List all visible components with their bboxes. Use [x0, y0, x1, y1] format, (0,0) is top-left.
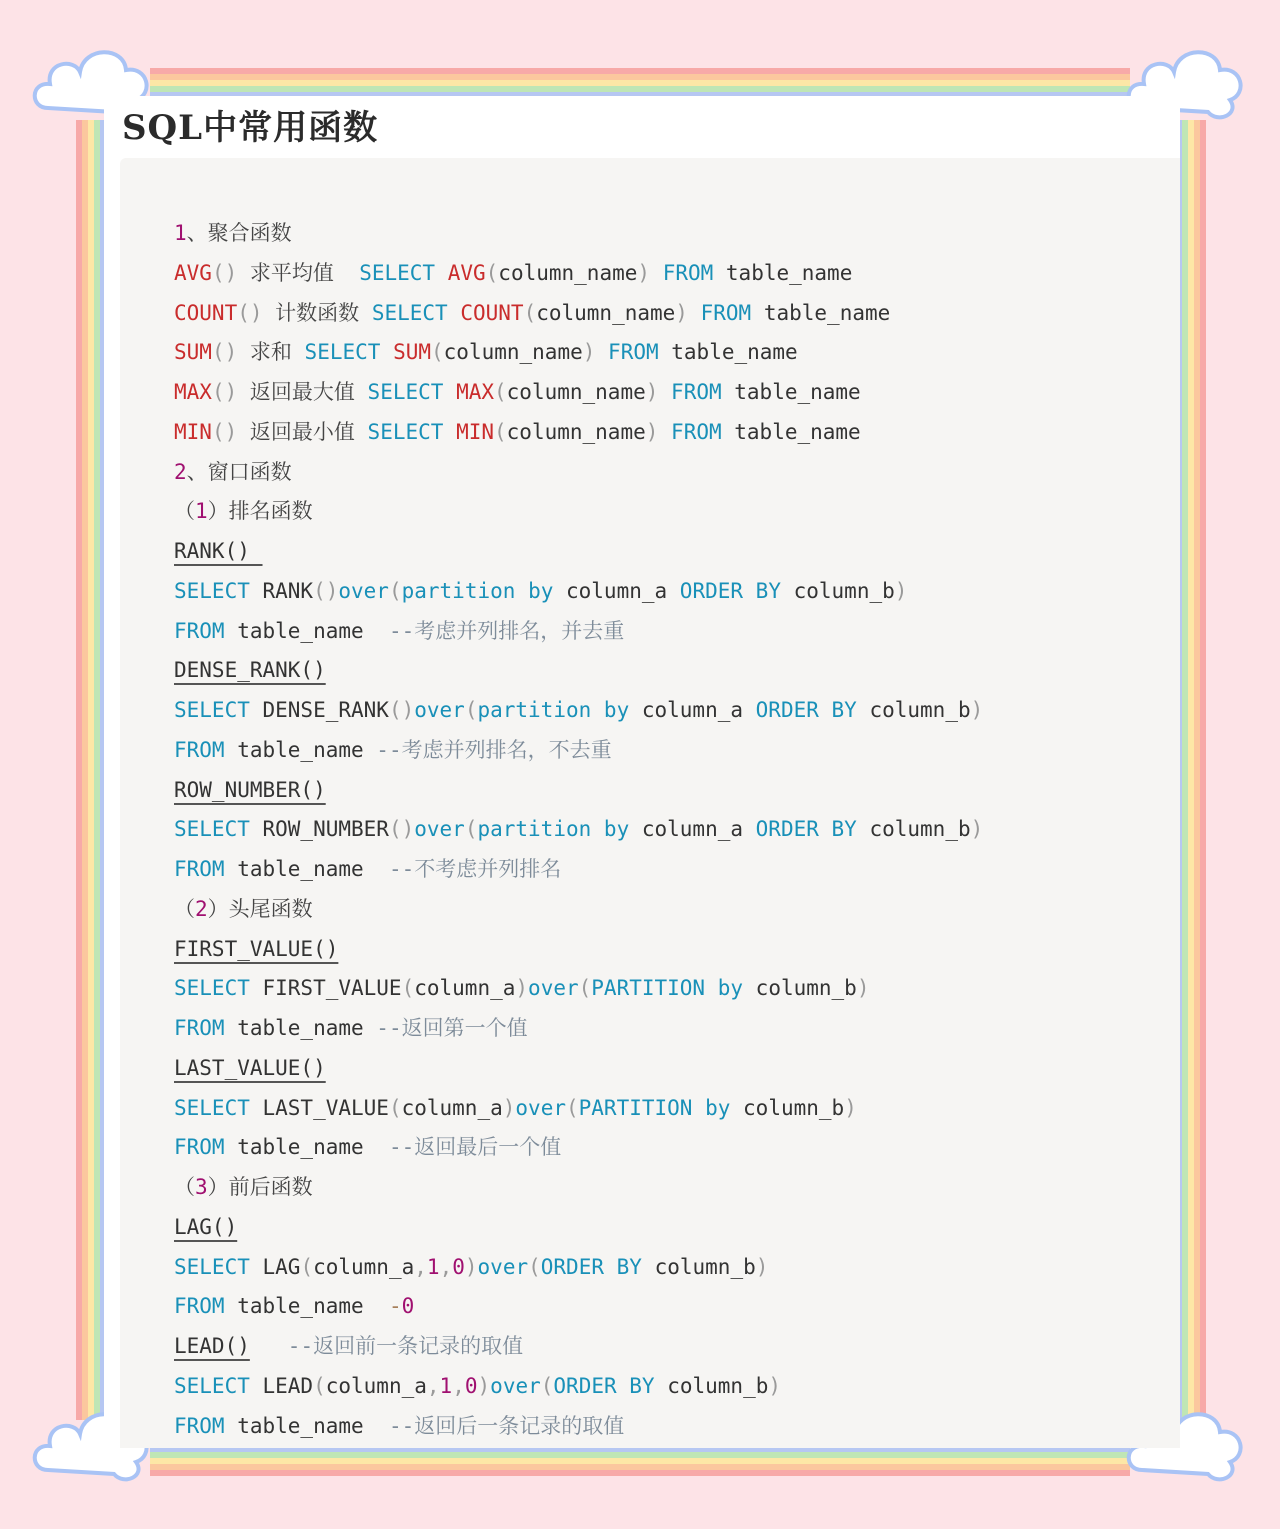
section-number: 2: [174, 459, 187, 484]
keyword: by: [717, 976, 744, 1001]
function-signature: RANK(): [174, 539, 263, 563]
punctuation: ): [477, 1373, 491, 1398]
keyword: FROM: [174, 618, 225, 643]
keyword: SELECT: [367, 380, 444, 404]
keyword: PARTITION: [591, 976, 706, 1001]
punctuation: (: [388, 1095, 402, 1120]
function-name: MIN: [456, 419, 494, 444]
punctuation: (: [401, 976, 415, 1001]
code-line: SELECT LEAD(column_a,1,0)over(ORDER BY column_b): [174, 1373, 782, 1398]
keyword: FROM: [174, 1016, 225, 1040]
punctuation: ): [645, 380, 659, 404]
punctuation: (: [388, 578, 402, 603]
code-line: SELECT DENSE_RANK()over(partition by column_a ORDER BY column_b): [174, 698, 984, 722]
code-line: [174, 492, 983, 532]
function-signature: LAST_VALUE(): [174, 1055, 326, 1080]
keyword: SELECT: [174, 1373, 250, 1398]
keyword: SELECT: [174, 976, 250, 1001]
keyword: ORDER: [540, 1254, 604, 1279]
number: 0: [401, 1294, 415, 1319]
subsection-heading: ）排名函数: [207, 499, 313, 524]
code-line: FROM table_name --返回最后一个值: [174, 1135, 562, 1160]
keyword: over: [414, 698, 465, 722]
code-line: SELECT ROW_NUMBER()over(partition by column_a ORDER BY column_b): [174, 817, 984, 842]
code-line: SELECT FIRST_VALUE(column_a)over(PARTITION by column_b): [174, 976, 870, 1001]
punctuation: ,: [426, 1373, 440, 1398]
keyword: by: [603, 817, 630, 842]
keyword: over: [414, 817, 465, 842]
function-name: COUNT: [174, 300, 238, 325]
code-line: FROM table_name --返回第一个值: [174, 1016, 528, 1040]
function-name: AVG: [447, 260, 486, 285]
function-name: MAX: [174, 380, 212, 404]
code-comment: --考虑并列排名，并去重: [388, 618, 625, 643]
code-comment: --返回第一个值: [376, 1016, 528, 1040]
section-heading: 、窗口函数: [186, 459, 292, 484]
keyword: SELECT: [367, 419, 444, 444]
punctuation: (): [313, 578, 339, 603]
punctuation: ): [582, 340, 596, 365]
code-line: SELECT LAST_VALUE(column_a)over(PARTITION by column_b): [174, 1095, 857, 1120]
punctuation: (: [431, 340, 444, 365]
punctuation: ): [637, 260, 651, 285]
function-signature: LEAD(): [174, 1334, 250, 1358]
punctuation: ): [856, 976, 870, 1001]
rainbow-border-right: [1178, 120, 1206, 1420]
code-line: FROM table_name --考虑并列排名，并去重: [174, 618, 625, 643]
section-number: 1: [174, 221, 187, 245]
punctuation: (: [523, 300, 537, 325]
operator: -: [388, 1294, 402, 1319]
keyword: SELECT: [174, 1095, 250, 1120]
punctuation: (): [237, 300, 263, 325]
punctuation: (: [578, 976, 592, 1001]
paren: （: [174, 499, 195, 524]
keyword: over: [490, 1373, 541, 1398]
keyword: BY: [831, 817, 857, 842]
rainbow-border-left: [76, 120, 104, 1420]
keyword: SELECT: [174, 817, 250, 842]
keyword: SELECT: [174, 698, 250, 722]
keyword: partition: [477, 817, 592, 842]
punctuation: (: [485, 260, 499, 285]
punctuation: ): [970, 698, 984, 722]
code-line: [174, 890, 983, 930]
punctuation: ): [844, 1095, 857, 1120]
function-name: SUM: [393, 340, 431, 365]
function-signature: ROW_NUMBER(): [174, 777, 326, 802]
keyword: FROM: [174, 1413, 225, 1438]
punctuation: (: [540, 1373, 554, 1398]
code-comment: --返回前一条记录的取值: [287, 1334, 524, 1358]
code-line: FROM table_name --返回后一条记录的取值: [174, 1413, 625, 1438]
code-line: FROM table_name -0: [174, 1294, 415, 1319]
function-name: COUNT: [460, 300, 524, 325]
keyword: SELECT: [371, 300, 448, 325]
code-line: [174, 771, 983, 811]
code-line: [174, 453, 983, 493]
punctuation: ): [675, 300, 688, 325]
number: 0: [464, 1373, 478, 1398]
keyword: FROM: [671, 419, 722, 444]
keyword: FROM: [174, 1294, 225, 1319]
keyword: by: [528, 578, 554, 603]
keyword: PARTITION: [578, 1095, 693, 1120]
keyword: over: [515, 1095, 566, 1120]
punctuation: (: [565, 1095, 579, 1120]
keyword: by: [705, 1095, 731, 1120]
number: 1: [439, 1373, 453, 1398]
keyword: FROM: [174, 857, 225, 881]
punctuation: (: [464, 817, 478, 842]
code-line: AVG() 求平均值 SELECT AVG(column_name) FROM table_name: [174, 260, 853, 285]
keyword: over: [528, 976, 579, 1001]
keyword: BY: [629, 1373, 655, 1398]
keyword: FROM: [174, 1135, 225, 1160]
function-name: SUM: [174, 340, 212, 365]
code-line: COUNT() 计数函数 SELECT COUNT(column_name) FROM table_name: [174, 300, 891, 325]
keyword: partition: [401, 578, 516, 603]
keyword: ORDER: [755, 698, 819, 722]
function-signature: FIRST_VALUE(): [174, 936, 339, 961]
punctuation: (: [300, 1254, 314, 1279]
function-description: 求和: [249, 340, 292, 365]
subsection-number: 1: [195, 499, 208, 524]
function-name: MIN: [174, 419, 212, 444]
code-comment: --不考虑并列排名: [388, 857, 562, 881]
code-block: [120, 158, 1180, 1448]
punctuation: (): [388, 698, 415, 722]
code-line: SUM() 求和 SELECT SUM(column_name) FROM table_name: [174, 340, 798, 365]
punctuation: (: [494, 380, 507, 404]
paren: （: [174, 896, 195, 921]
rainbow-border-top: [150, 68, 1130, 96]
keyword: BY: [616, 1254, 642, 1279]
code-lines: [174, 214, 983, 1446]
page-title: SQL中常用函数: [122, 108, 379, 148]
punctuation: (: [313, 1373, 326, 1398]
punctuation: ): [970, 817, 984, 842]
keyword: FROM: [174, 737, 225, 762]
function-description: 返回最大值: [249, 380, 355, 404]
punctuation: ): [755, 1254, 769, 1279]
function-description: 返回最小值: [249, 419, 355, 444]
punctuation: ): [515, 976, 529, 1001]
keyword: ORDER: [755, 817, 819, 842]
note-card: [104, 96, 1180, 1448]
keyword: by: [603, 698, 630, 722]
number: 0: [452, 1254, 465, 1279]
punctuation: (): [211, 419, 238, 444]
function-description: 计数函数: [275, 300, 360, 325]
keyword: BY: [831, 698, 857, 722]
keyword: SELECT: [359, 260, 436, 285]
keyword: FROM: [671, 380, 722, 404]
code-line: [174, 1168, 983, 1208]
keyword: FROM: [662, 260, 714, 285]
keyword: FROM: [700, 300, 752, 325]
function-signature: DENSE_RANK(): [174, 658, 326, 683]
keyword: ORDER: [553, 1373, 617, 1398]
keyword: over: [477, 1254, 529, 1279]
subsection-heading: ）头尾函数: [207, 896, 313, 921]
subsection-heading: ）前后函数: [207, 1175, 313, 1199]
punctuation: (): [211, 340, 238, 365]
code-line: [174, 1327, 983, 1367]
rainbow-border-bottom: [150, 1448, 1130, 1476]
keyword: partition: [477, 698, 592, 722]
code-line: FROM table_name --不考虑并列排名: [174, 857, 562, 881]
keyword: SELECT: [304, 340, 381, 365]
code-comment: --考虑并列排名，不去重: [376, 737, 612, 762]
code-comment: --返回后一条记录的取值: [388, 1413, 625, 1438]
function-signature: LAG(): [174, 1214, 238, 1239]
code-comment: --返回最后一个值: [388, 1135, 562, 1160]
code-line: [174, 532, 983, 572]
function-name: MAX: [456, 380, 494, 404]
code-line: FROM table_name --考虑并列排名，不去重: [174, 737, 612, 762]
number: 1: [426, 1254, 440, 1279]
punctuation: (): [211, 260, 238, 285]
code-line: [174, 214, 983, 254]
code-line: [174, 651, 983, 691]
section-heading: 、聚合函数: [186, 221, 292, 245]
keyword: ORDER: [679, 578, 744, 603]
keyword: over: [338, 578, 389, 603]
punctuation: (): [388, 817, 415, 842]
punctuation: (: [494, 419, 507, 444]
subsection-number: 2: [195, 896, 208, 921]
code-line: MAX() 返回最大值 SELECT MAX(column_name) FROM table_name: [174, 380, 861, 404]
punctuation: ,: [439, 1254, 453, 1279]
punctuation: ): [464, 1254, 478, 1279]
code-line: SELECT LAG(column_a,1,0)over(ORDER BY column_b): [174, 1254, 769, 1279]
function-name: AVG: [174, 260, 212, 285]
keyword: BY: [755, 578, 781, 603]
keyword: SELECT: [174, 578, 250, 603]
code-line: MIN() 返回最小值 SELECT MIN(column_name) FROM table_name: [174, 419, 861, 444]
keyword: FROM: [608, 340, 659, 365]
punctuation: (): [211, 380, 238, 404]
subsection-number: 3: [195, 1175, 208, 1199]
punctuation: (: [528, 1254, 541, 1279]
punctuation: ): [502, 1095, 516, 1120]
paren: （: [174, 1175, 195, 1199]
function-description: 求平均值: [249, 260, 334, 285]
punctuation: ,: [414, 1254, 427, 1279]
keyword: SELECT: [174, 1254, 250, 1279]
punctuation: ): [645, 419, 659, 444]
code-line: [174, 1208, 983, 1248]
punctuation: (: [464, 698, 478, 722]
code-line: [174, 930, 983, 970]
punctuation: ): [768, 1373, 782, 1398]
punctuation: ): [894, 578, 908, 603]
punctuation: ,: [452, 1373, 465, 1398]
code-line: [174, 1049, 983, 1089]
code-line: SELECT RANK()over(partition by column_a ORDER BY column_b): [174, 578, 908, 603]
